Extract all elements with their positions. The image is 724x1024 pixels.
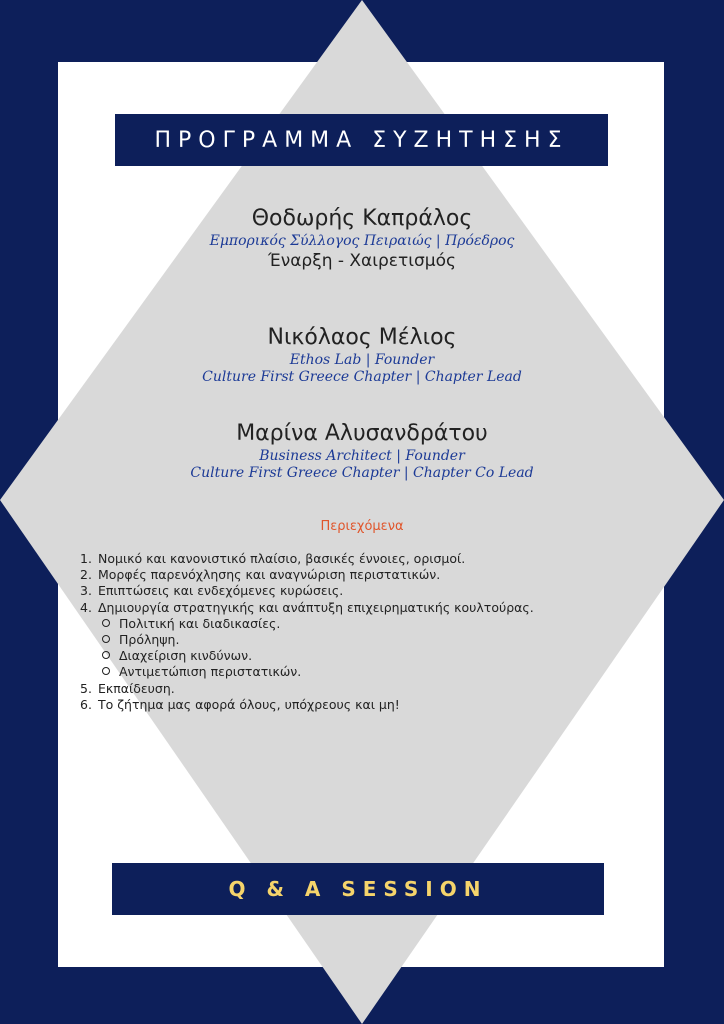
contents-heading: Περιεχόμενα	[320, 519, 404, 534]
item-text: Νομικό και κανονιστικό πλαίσιο, βασικές έννοιες, ορισμοί.	[98, 551, 466, 566]
speaker-role: Culture First Greece Chapter | Chapter Co Lead	[190, 465, 534, 481]
item-number: 5.	[80, 680, 92, 696]
speaker-melios	[0, 324, 724, 386]
sub-list-item	[80, 616, 640, 632]
speaker-name: Νικόλαος Μέλιος	[267, 325, 457, 350]
item-number: 2.	[80, 567, 92, 583]
sub-list-item	[80, 648, 640, 664]
circle-bullet-icon	[102, 667, 110, 675]
list-item	[80, 600, 640, 616]
item-text: Εκπαίδευση.	[98, 680, 175, 696]
item-text: Μορφές παρενόχλησης και αναγνώριση περιστατικών.	[98, 567, 441, 583]
sub-list-item	[80, 632, 640, 648]
sub-item-text: Πρόληψη.	[119, 632, 180, 648]
speaker-role: Business Architect | Founder	[259, 448, 465, 464]
qa-session-label: Q & A SESSION	[228, 877, 488, 901]
list-item	[80, 567, 640, 583]
list-item	[80, 697, 640, 713]
item-number: 6.	[80, 696, 92, 712]
list-item	[80, 681, 640, 697]
speaker-kapralos	[0, 205, 724, 272]
item-number: 1.	[80, 551, 92, 566]
sub-item-text: Διαχείριση κινδύνων.	[119, 648, 253, 664]
page-title: ΠΡΟΓΡΑΜΜΑ ΣΥΖΗΤΗΣΗΣ	[154, 127, 569, 153]
item-text: Επιπτώσεις και ενδεχόμενες κυρώσεις.	[98, 583, 344, 599]
circle-bullet-icon	[102, 651, 110, 659]
agenda-list	[80, 551, 640, 713]
item-number: 4.	[80, 599, 92, 615]
speaker-name: Μαρίνα Αλυσανδράτου	[236, 421, 488, 446]
sub-item-text: Πολιτική και διαδικασίες.	[119, 615, 281, 631]
speaker-alysandratou	[0, 420, 724, 482]
item-number: 3.	[80, 583, 92, 599]
speaker-session: Έναρξη - Χαιρετισμός	[268, 251, 456, 271]
sub-list-item	[80, 664, 640, 680]
item-text: Δημιουργία στρατηγικής και ανάπτυξη επιχειρηματικής κουλτούρας.	[98, 599, 534, 615]
sub-item-text: Αντιμετώπιση περιστατικών.	[119, 664, 302, 680]
item-text: Το ζήτημα μας αφορά όλους, υπόχρεους και μη!	[98, 696, 400, 712]
circle-bullet-icon	[102, 635, 110, 643]
list-item	[80, 583, 640, 599]
speaker-role: Εμπορικός Σύλλογος Πειραιώς | Πρόεδρος	[209, 233, 515, 249]
speaker-role: Ethos Lab | Founder	[289, 352, 435, 368]
speaker-role: Culture First Greece Chapter | Chapter Lead	[202, 369, 522, 385]
circle-bullet-icon	[102, 619, 110, 627]
list-item	[80, 551, 640, 567]
qa-banner	[112, 863, 604, 915]
speaker-name: Θοδωρής Καπράλος	[251, 206, 473, 231]
title-banner	[115, 114, 608, 166]
